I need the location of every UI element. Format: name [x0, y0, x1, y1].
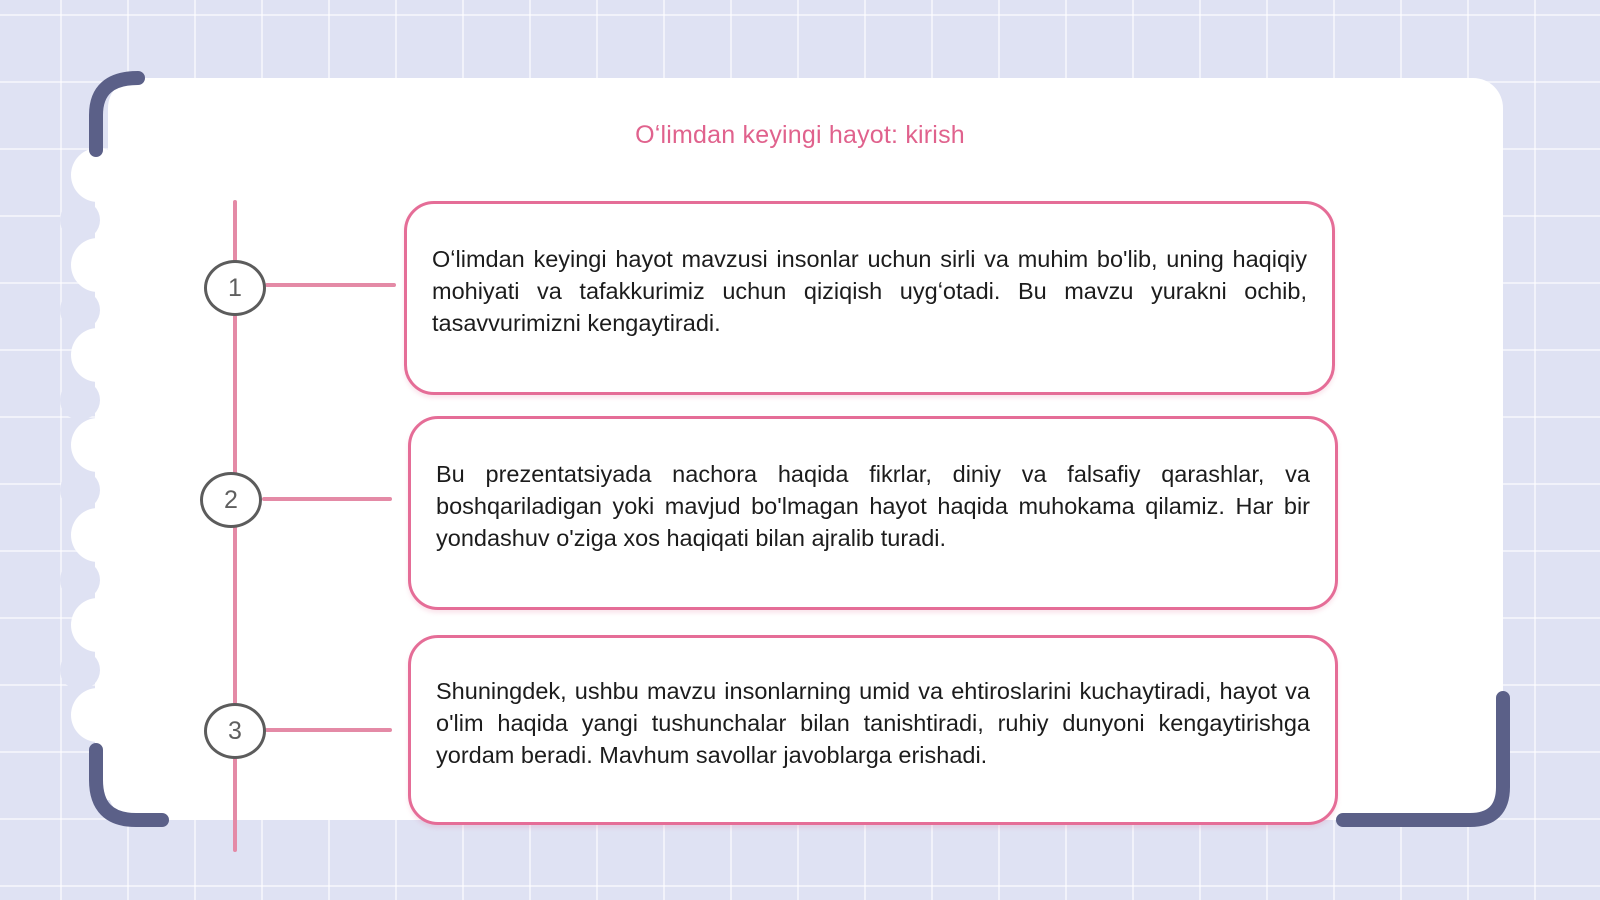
scallop-notch — [60, 560, 100, 600]
connector-3 — [265, 728, 392, 732]
content-card-2 — [408, 416, 1338, 610]
connector-2 — [262, 497, 392, 501]
card-text-3: Shuningdek, ushbu mavzu insonlarning umid va ehtiroslarini kuchaytiradi, hayot va o'lim haqida yangi tushunchalar bilan tanishtiradi, ruhiy dunyoni kengaytirishga yordam beradi. Mavhum savollar javoblarga erishadi. — [436, 678, 1310, 768]
scallop-notch — [60, 290, 100, 330]
scallop-notch — [60, 470, 100, 510]
step-number-2: 2 — [224, 485, 238, 514]
step-number-3: 3 — [228, 716, 242, 745]
connector-1 — [265, 283, 396, 287]
step-marker-1 — [204, 260, 266, 316]
card-text-2: Bu prezentatsiyada nachora haqida fikrlar, diniy va falsafiy qarashlar, va boshqariladigan yoki mavjud bo'lmagan hayot haqida muhokama qilamiz. Har bir yondashuv o'ziga xos haqiqati bilan ajralib turadi. — [436, 461, 1310, 551]
scallop-notch — [60, 650, 100, 690]
content-card-3 — [408, 635, 1338, 825]
slide-title: Oʻlimdan keyingi hayot: kirish — [635, 121, 965, 149]
scallop-notch — [60, 380, 100, 420]
content-card-1 — [404, 201, 1335, 395]
step-marker-2 — [200, 472, 262, 528]
card-text-1: Oʻlimdan keyingi hayot mavzusi insonlar uchun sirli va muhim bo'lib, uning haqiqiy mohiyati va tafakkurimiz uchun qiziqish uygʻotadi. Bu mavzu yurakni ochib, tasavvurimizni kengaytiradi. — [432, 246, 1307, 336]
scallop-notch — [60, 200, 100, 240]
step-marker-3 — [204, 703, 266, 759]
step-number-1: 1 — [228, 273, 242, 302]
